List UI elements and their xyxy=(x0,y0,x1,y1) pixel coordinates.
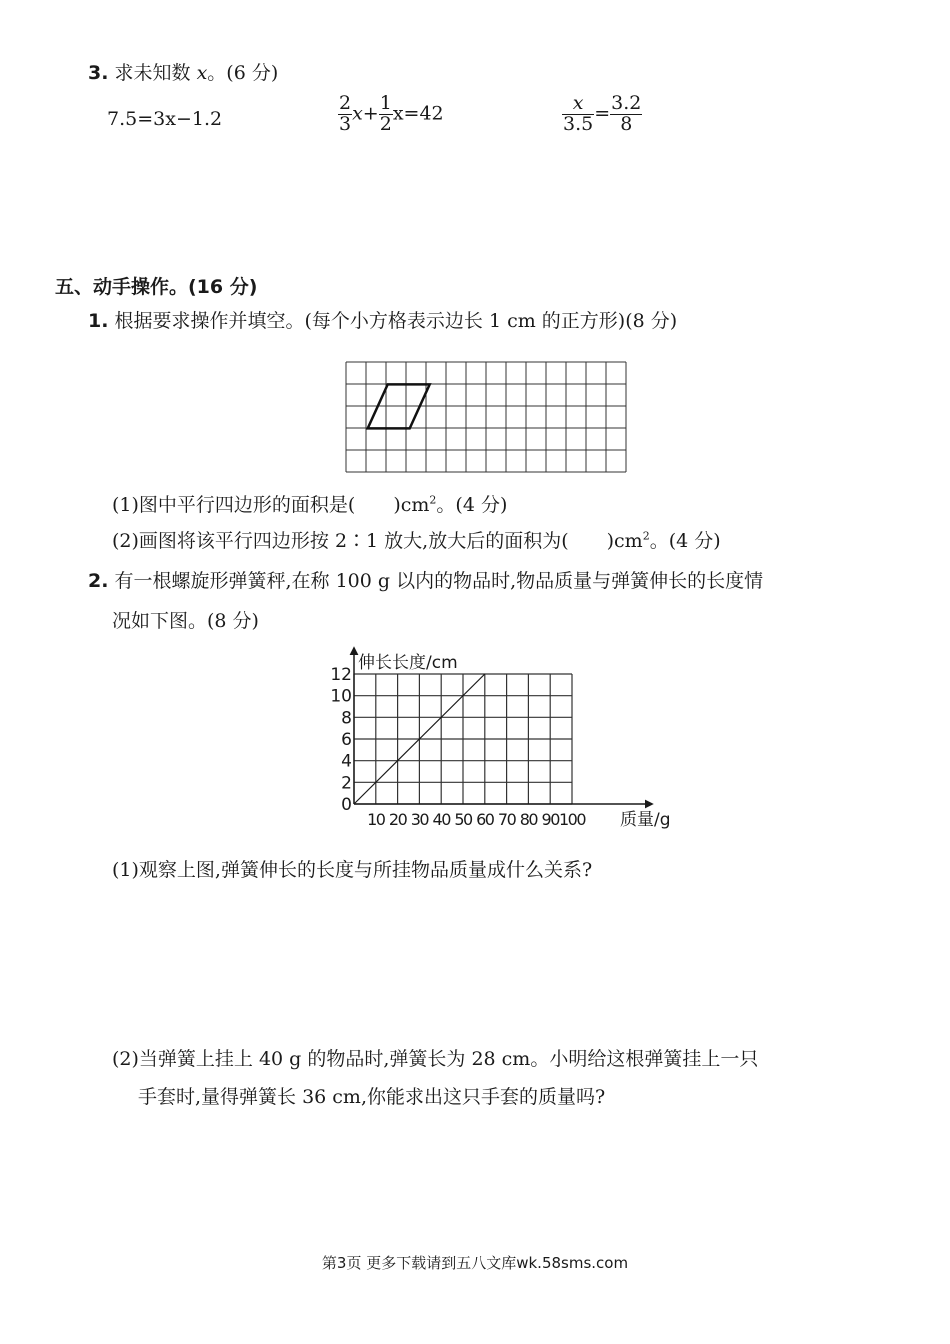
q3-number: 3. xyxy=(88,62,109,84)
chart-grid xyxy=(354,674,572,804)
problem-2-sub-1: (1)观察上图,弹簧伸长的长度与所挂物品质量成什么关系? xyxy=(112,859,593,881)
problem-2-line-1: 2. 有一根螺旋形弹簧秤,在称 100 g 以内的物品时,物品质量与弹簧伸长的长度情 xyxy=(88,570,764,592)
problem-1-text: 根据要求操作并填空。(每个小方格表示边长 1 cm 的正方形)(8 分) xyxy=(114,310,678,332)
spring-chart xyxy=(320,642,680,838)
equation-2: $\frac{2}{3}$ x+ $\frac{1}{2}$ x=42 xyxy=(339,92,444,135)
problem-2-number: 2. xyxy=(88,570,109,592)
problem-1-sub-1: (1)图中平行四边形的面积是( )$cm^2$。(4 分) xyxy=(112,493,508,516)
x-tick-label: 20 xyxy=(388,810,407,829)
page-footer: 第3页 更多下载请到五八文库wk.58sms.com xyxy=(321,1254,629,1272)
x-tick-label: 10 xyxy=(367,810,385,829)
x-tick-labels xyxy=(367,810,586,829)
y-tick-label: 8 xyxy=(341,708,352,729)
x-axis-label: 质量/g xyxy=(620,810,671,830)
q3-title: 求未知数 xyxy=(114,62,191,84)
x-tick-label: 50 xyxy=(454,810,472,829)
fraction-3.2-8: $\frac{3.2}{8}$ xyxy=(611,92,642,135)
y-axis-label: 伸长长度/cm xyxy=(358,653,458,673)
section-title: 五、动手操作。(16 分) xyxy=(55,276,258,298)
grid-lines xyxy=(346,362,626,472)
y-tick-label: 10 xyxy=(330,686,352,707)
y-tick-labels xyxy=(330,665,352,815)
q3-heading xyxy=(88,58,278,85)
y-tick-label: 2 xyxy=(341,773,352,794)
equation-1: 7.5=3x−1.2 xyxy=(107,108,223,130)
x-tick-label: 30 xyxy=(410,810,429,829)
fraction-2-3: $\frac{2}{3}$ xyxy=(339,92,352,135)
y-tick-label: 12 xyxy=(330,665,352,685)
equation-3: $\frac{x}{3.5}$ = $\frac{3.2}{8}$ xyxy=(563,92,642,135)
fraction-1-2: $\frac{1}{2}$ xyxy=(379,92,392,135)
problem-2-sub-2-line-2: 手套时,量得弹簧长 36 cm,你能求出这只手套的质量吗? xyxy=(138,1086,606,1108)
y-tick-label: 6 xyxy=(341,730,352,750)
problem-2-sub-2-line-1: (2)当弹簧上挂上 40 g 的物品时,弹簧长为 28 cm。小明给这根弹簧挂上一只 xyxy=(112,1048,759,1070)
x-tick-label: 100 xyxy=(558,810,586,829)
y-tick-label: 0 xyxy=(341,795,352,815)
problem-1-number: 1. xyxy=(88,310,109,332)
x-tick-label: 60 xyxy=(476,810,494,829)
x-tick-label: 80 xyxy=(519,810,538,829)
problem-1-sub-2: (2)画图将该平行四边形按 2∶1 放大,放大后的面积为( )$cm^2$。(4 分) xyxy=(112,529,721,552)
x-tick-label: 70 xyxy=(497,810,516,829)
q3-points: 。(6 分) xyxy=(207,62,279,84)
problem-2-line-2: 况如下图。(8 分) xyxy=(112,610,259,632)
problem-1-heading xyxy=(88,306,677,333)
x-tick-label: 90 xyxy=(541,810,559,829)
x-tick-label: 40 xyxy=(432,810,450,829)
parallelogram-grid xyxy=(340,360,630,476)
y-tick-label: 4 xyxy=(341,751,352,772)
q3-variable: x xyxy=(196,62,208,84)
fraction-x-3.5: $\frac{x}{3.5}$ xyxy=(563,92,594,135)
